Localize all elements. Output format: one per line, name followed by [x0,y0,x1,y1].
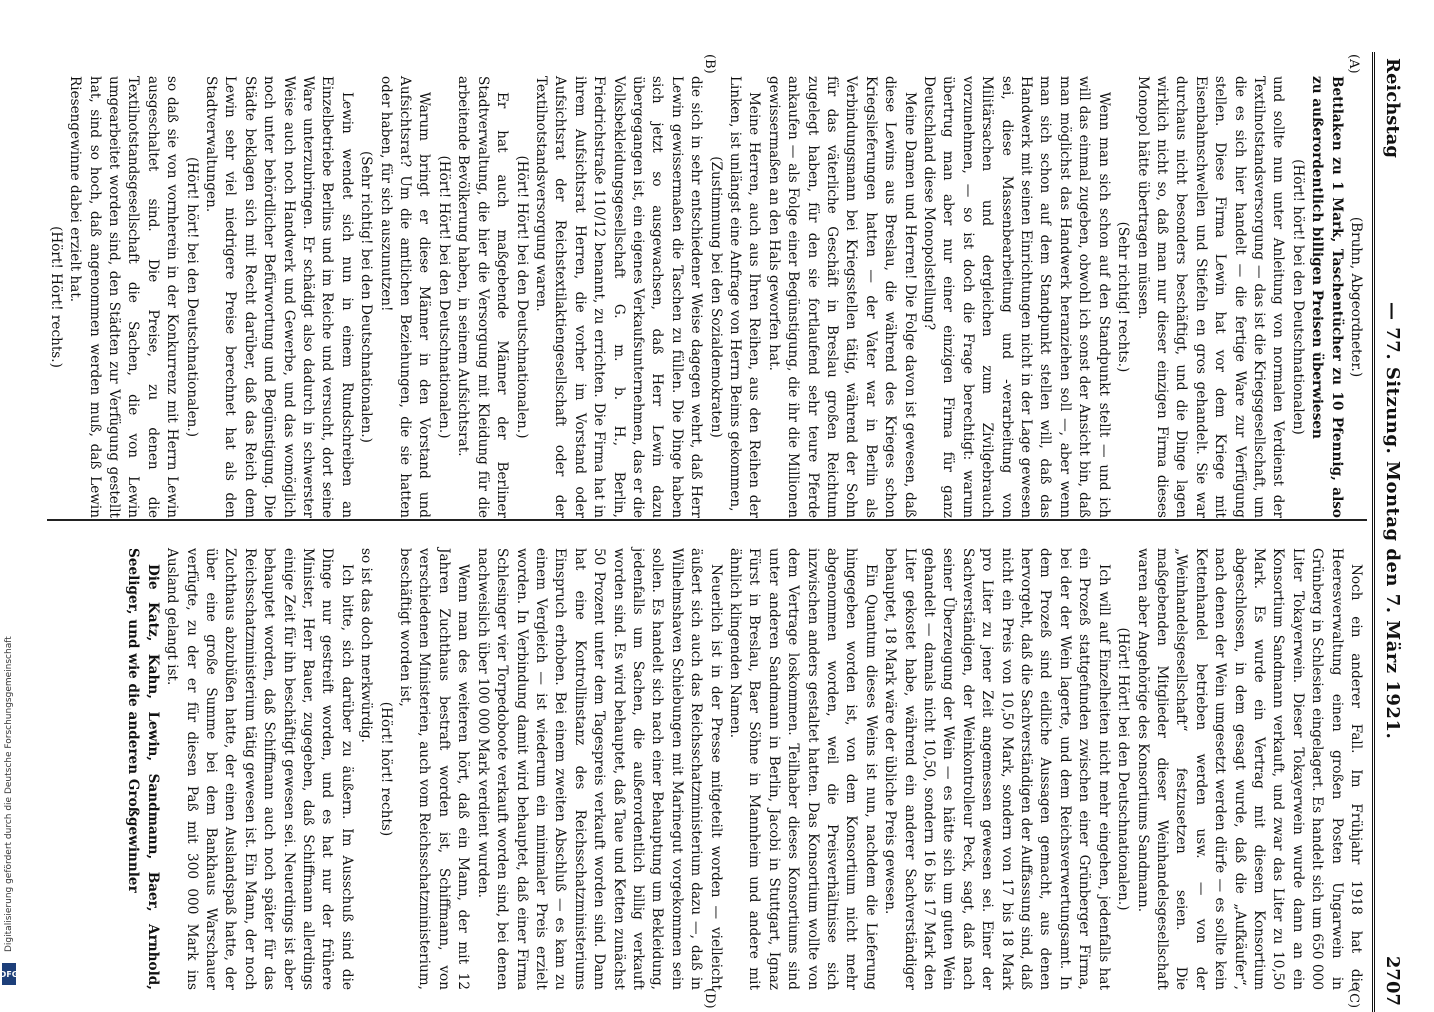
paragraph: Ich bitte, sich darüber zu äußern. Im Ausschuß sind die Dinge nur gestreift worden, und es hat nur der frühere Minister, Herr Bauer, zugegeben, daß Schiffmann allerdings einige Zeit für ihn beschäftigt gewesen sei. Neuerdings ist aber behauptet worden, daß Schiffmann auch noch später für das Reichsschatzministerium tätig gewesen ist. Ein Mann, der noch Zuchthaus abzubüßen hatte, der einen Auslandspaß hatte, der über eine große Summe bei dem Bankhaus Warschauer verfügte, zu der er für diesen Paß mit 300 000 Mark ins Ausland gelangt ist. [164,548,355,990]
digitization-credit: Digitalisierung gefördert durch die Deutsche Forschungsgemeinschaft [4,636,14,952]
page-header [1372,52,1407,1012]
interjection: (Hört! Hört! bei den Deutschnationalen.) [513,155,530,439]
margin-marker-c: (C) [1346,988,1361,1009]
header-left: Reichstag [1382,58,1403,158]
interjection: (Hört! hört! rechts) [377,701,394,837]
margin-marker-a: (A) [1346,54,1361,74]
interjection: (Zustimmung bei den Sozialdemokraten) [707,156,724,438]
interjection: (Sehr richtig! rechts.) [1115,221,1132,373]
interjection: (Hört! hört! bei den Deutschnationalen) [1289,159,1306,435]
paragraph: die sich in sehr entschiedener Weise dagegen wehrt, daß Herr Lewin gewissermaßen die Taschen zu füllen. Die Dinge haben sich jetzt so ausgewachsen, daß Herr Lewin dazu übergegangen ist, ein eigenes Verkaufsunternehmen, das er die Volksbekleidungsgesellschaft G. m. b. H., Berlin, Friedrichstraße 110/12 benannt, zu errichten. Die Firma hat in ihrem Aufsichtsrat Herren, die vorher im Vorstand oder Aufsichtsrat der Reichstextilaktiengesellschaft oder der Textilnotstandsversorgung waren. [532,76,705,518]
margin-marker-d: (D) [702,988,717,1009]
header-title: — 77. Sitzung. Montag den 7. März 1921. [1382,302,1403,740]
paragraph: Er hat auch maßgebende Männer der Berliner Stadtverwaltung, die hier die Versorgung mit Kleidung für die arbeitende Bevölkerung haben, in seinem Aufsichtsrat. [455,76,511,518]
page-number: 2707 [1382,955,1403,1006]
paragraph: Meine Herren, auch aus Ihren Reihen, aus den Reihen der Linken, ist unlängst eine Anfrage von Herrn Beims gekommen, [727,76,763,518]
interjection: (Hört! Hört! bei den Deutschnationalen.) [1115,627,1132,911]
paragraph: Warum bringt er diese Männer in den Vorstand und Aufsichtsrat? Um die amtlichen Beziehungen, die sie hatten oder haben, für sich auszunutzen! [377,76,433,518]
paragraph: Neuerlich ist in der Presse mitgeteilt worden — vielleicht äußert sich auch das Reichsschatzministerium dazu —, daß in Wilhelmshaven Schiebungen mit Marinegut vorgekommen sein sollen. Es handelt sich nach einer Behauptung um Bekleidung, jedenfalls um Sachen, die außerordentlich billig verkauft worden sind. Es wird behauptet, daß Taue und Ketten zunächst 50 Prozent unter dem Tagespreis verkauft worden sind. Dann hat eine Kontrollinstanz des Reichsschatzministeriums Einspruch erhoben. Bei einem zweiten Abschluß — es kam zu einem Vergleich — ist wiederum ein minimaler Preis erzielt worden. In Verbindung damit wird behauptet, daß einer Firma Schlesinger vier Torpedoboote verkauft worden sind, bei denen nachweislich über 100 000 Mark verdient wurden. [474,548,724,990]
left-column [47,76,1365,518]
paragraph: Noch ein anderer Fall. Im Frühjahr 1918 hat die Heeresverwaltung einen großen Posten Ungarwein in Grünberg in Schlesien eingelagert. Es handelt sich um 650 000 Liter Tokayerwein. Dieser Tokayerwein wurde dann an ein Konsortium Sandmann verkauft, und zwar das Liter zu 10,50 Mark. Es wurde ein Vertrag mit diesem Konsortium abgeschlossen, in dem gesagt wurde, daß die „Aufkäufer“, nach denen der Wein umgesetzt werden dürfe — es sollte kein Kettenhandel betrieben werden usw. — von der „Weinhandelsgesellschaft“ festzusetzen seien. Die maßgebenden Mitglieder dieser Weinhandelsgesellschaft waren aber Angehörige des Konsortiums Sandmann. [1134,548,1364,990]
rotated-document-page [27,52,1407,1012]
right-column [65,548,1365,990]
interjection: (Hört! hört! bei den Deutschnationalen.) [183,157,200,437]
paragraph: Bettlaken zu 1 Mark, Taschentücher zu 10 Pfennig, also zu außerordentlich billigen Preisen überwiesen [1309,76,1345,518]
paragraph: Lewin wendet sich nun in einem Rundschreiben an Einzelbetriebe Berlins und im Reiche und versucht, dort seine Ware unterzubringen. Er schädigt also dadurch in schwerster Weise auch noch Handwerk und Gewerbe, und das womöglich noch unter behördlicher Befürwortung und Begünstigung. Die Städte beklagen sich mit Recht darüber, daß das Reich dem Lewin sehr viel niedrigere Preise berechnet hat als den Stadtverwaltungen. [203,76,355,518]
paragraph: Wenn man des weiteren hört, daß ein Mann, der mit 12 Jahren Zuchthaus bestraft worden ist, Schiffmann, von verschiedenen Ministerien, auch vom Reichsschatzministerium, beschäftigt worden ist, [397,548,472,990]
paragraph: Ich will auf Einzelheiten nicht mehr eingehen, jedenfalls hat ein Prozeß stattgefunden zwischen einer Grünberger Firma, bei der der Wein lagerte, und dem Reichsverwertungsamt. In dem Prozeß sind eidliche Aussagen gemacht, aus denen hervorgeht, daß die Sachverständigen der Auffassung sind, daß nicht ein Preis von 10,50 Mark, sondern von 17 bis 18 Mark pro Liter zu jener Zeit angemessen gewesen sei. Einer der Sachverständigen, der Weinkontrolleur Peck, sagt, daß nach seiner Überzeugung der Wein — es hätte sich um guten Wein gehandelt — damals nicht 10,50, sondern 16 bis 17 Mark den Liter gekostet habe, während ein anderer Sachverständiger behauptet, 18 Mark wäre der übliche Preis gewesen. [882,548,1112,990]
speaker-line: (Bruhn, Abgeordneter.) [1348,216,1364,378]
interjection: (Hört! Hört! rechts.) [47,226,64,368]
column-divider [47,519,1367,521]
interjection: (Sehr richtig! bei den Deutschnationalen.) [358,151,375,443]
paragraph: Meine Damen und Herren! Die Folge davon ist gewesen, daß diese Lewins aus Breslau, die während des Krieges schon Kriegslieferungen hatten — der Vater war in Berlin als Verbindungsmann bei Kriegsstellen tätig, während der Sohn für das väterliche Geschäft in Breslau großen Reichtum zugelegt haben, für den sie fortlaufend sehr teure Pferde ankaufen — als Folge einer Begünstigung, die ihr die Millionen gewissermaßen an den Hals geworfen hat. [765,76,918,518]
paragraph: und sollte nun unter Anleitung von normalen Verdienst der Textilnotstandsversorgung — das ist die Kriegsgesellschaft, um die es sich hier handelt — die fertige Ware zur Verfügung stellen. Diese Firma Lewin hat vor dem Kriege mit Eisenbahnschwellen und Stiefeln en gros gehandelt. Sie war durchaus nicht besonders beschäftigt, und die Dinge lagen wirklich nicht so, daß man nur dieser einzigen Firma dieses Monopol hätte übertragen müssen. [1134,76,1287,518]
paragraph: so daß sie von vornherein in der Konkurrenz mit Herrn Lewin ausgeschaltet sind. Die Preise, zu denen die Textilnotstandsgesellschaft die Sachen, die von Lewin umgearbeitet worden sind, den Städten zur Verfügung gestellt hat, sind so hoch, daß angenommen werden muß, daß Lewin Riesengewinne dabei erzielt hat. [67,76,181,518]
paragraph: Ein Quantum dieses Weins ist nun, nachdem die Lieferung hingegeben worden ist, von dem Konsortium nicht mehr abgenommen worden, weil die Preisverhältnisse sich inzwischen anders gestaltet hatten. Das Konsortium wollte von dem Vertrage loskommen. Teilhaber dieses Konsortiums sind unter anderen Sandmann in Berlin, Jacobi in Stuttgart, Ignaz Fürst in Breslau, Baer Söhne in Mannheim und andere mit ähnlich klingenden Namen. [727,548,879,990]
paragraph: Wenn man sich schon auf den Standpunkt stellt — und ich will das einmal zugeben, obwohl ich sonst der Ansicht bin, daß man möglichst das Handwerk heranziehen soll —, aber wenn man sich schon auf dem Standpunkt stellen will, daß das Handwerk mit seinen Einrichtungen nicht in der Lage gewesen sei, diese Massenbearbeitung und -verarbeitung von Militärsachen und dergleichen zum Zivilgebrauch vorzunehmen, — so ist doch die Frage berechtigt: warum übertrug man aber nur einer einzigen Firma für ganz Deutschland diese Monopolstellung? [921,76,1112,518]
margin-marker-b: (B) [702,54,717,74]
paragraph: so ist das doch merkwürdig. [358,548,375,743]
dfg-logo: DFG [2,963,16,985]
interjection: (Hört! Hört! bei den Deutschnationalen.) [435,155,452,439]
paragraph: Die Katz, Kahn, Lewin, Sandmann, Baer, Arnhold, Seeliger, und wie die anderen Großgewinnler [125,548,161,990]
